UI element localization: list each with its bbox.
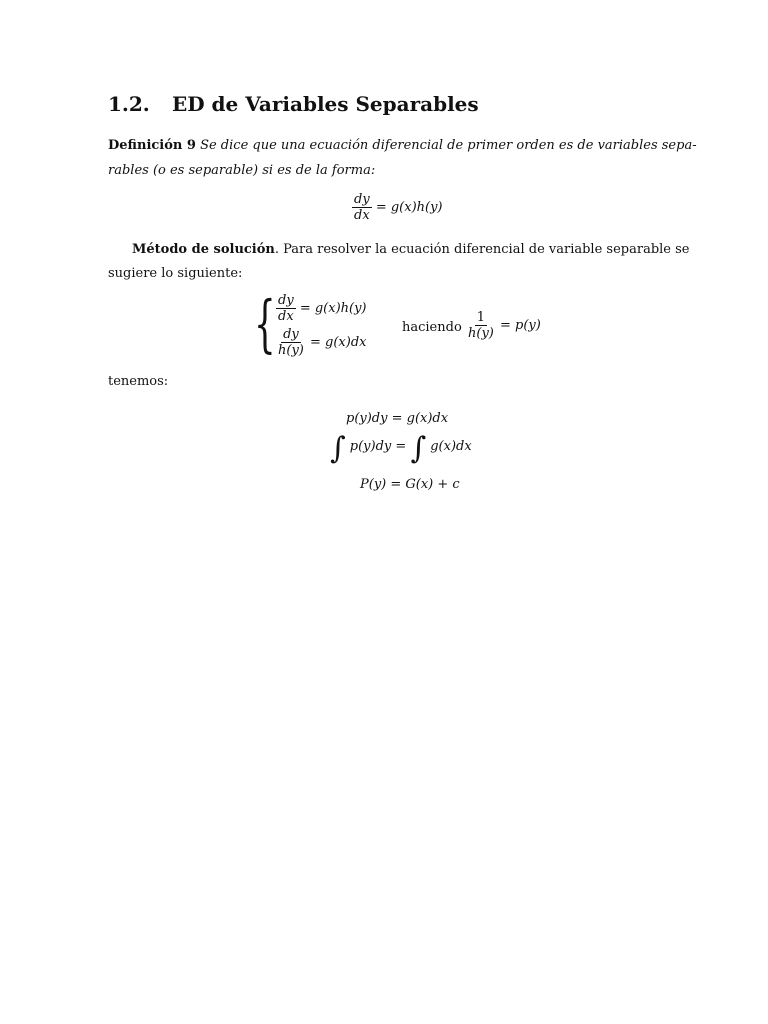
integral-sign-right: ∫ [410, 431, 427, 466]
method-line-2: sugiere lo siguiente: [108, 266, 243, 281]
section-number: 1.2. [108, 92, 150, 116]
derivation-line-2 [330, 431, 472, 470]
tenemos-text: tenemos: [108, 374, 169, 389]
main-fraction [352, 192, 372, 223]
method-label: Método de solución [132, 242, 275, 257]
system-eq-2-fraction [276, 327, 306, 358]
system-eq-1-denominator: dx [278, 309, 294, 324]
main-fraction-denominator: dx [354, 208, 370, 223]
system-eq-1-numerator: dy [278, 293, 294, 308]
main-equation-rhs: = g(x)h(y) [375, 200, 443, 215]
derivation-line-2-right: g(x)dx [430, 439, 472, 454]
definition-label: Definición 9 [108, 138, 196, 153]
definition-line-2: rables (o es separable) si es de la forma: [108, 163, 376, 178]
haciendo-label: haciendo [402, 320, 462, 335]
system-eq-1-rhs: = g(x)h(y) [299, 301, 367, 316]
system-eq-2 [276, 327, 367, 358]
definition-paragraph [108, 133, 708, 158]
substitution-denominator: h(y) [468, 326, 494, 341]
system-eq-2-rhs: = g(x)dx [310, 335, 367, 350]
substitution-numerator: 1 [476, 310, 486, 325]
section-title-text: ED de Variables Separables [172, 92, 479, 116]
integral-sign-left: ∫ [330, 431, 346, 466]
derivation-line-2-left: p(y)dy = [349, 439, 407, 454]
main-fraction-numerator: dy [354, 192, 370, 207]
substitution [466, 310, 541, 341]
system-eq-1-fraction [276, 293, 296, 324]
main-equation [352, 192, 443, 223]
method-line-1: . Para resolver la ecuación diferencial de variable separable se [274, 242, 690, 257]
method-paragraph [132, 237, 690, 262]
substitution-rhs: = p(y) [500, 318, 541, 333]
substitution-fraction [466, 310, 496, 341]
system-eq-2-denominator: h(y) [278, 343, 304, 358]
definition-line-1: Se dice que una ecuación diferencial de primer orden es de variables sepa- [200, 138, 697, 153]
derivation-line-3: P(y) = G(x) + c [360, 477, 460, 492]
system-eq-1 [276, 293, 367, 324]
section-title [108, 92, 479, 116]
derivation-line-1: p(y)dy = g(x)dx [346, 411, 449, 426]
left-brace: { [254, 287, 276, 360]
system-eq-2-numerator: dy [283, 327, 299, 342]
